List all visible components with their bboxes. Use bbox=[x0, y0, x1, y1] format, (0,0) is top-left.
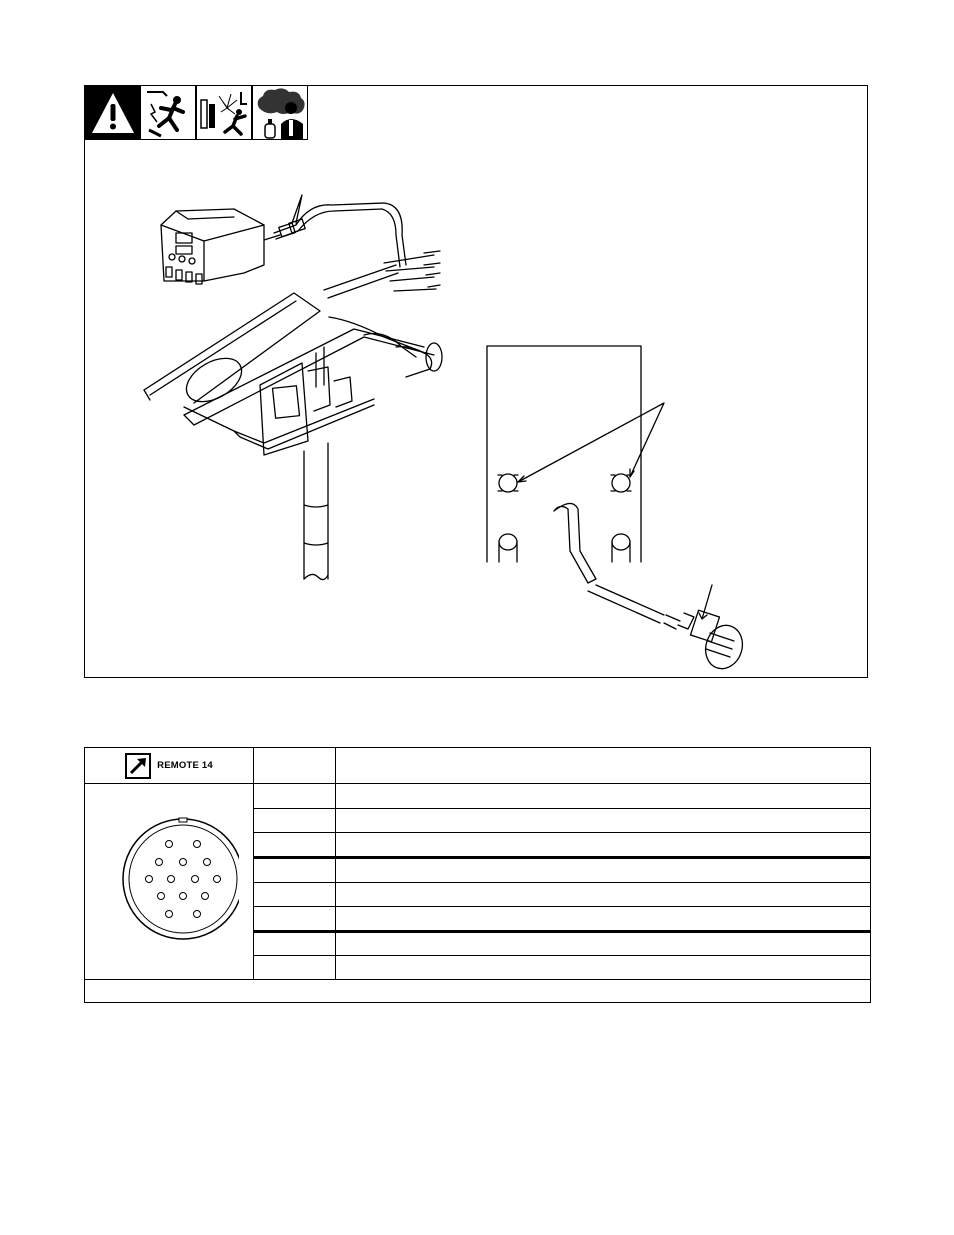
wire-feeder-unit bbox=[161, 209, 280, 284]
table-header-row bbox=[85, 748, 871, 784]
cable-loop bbox=[274, 195, 406, 267]
table-cell bbox=[254, 882, 336, 907]
torch-leads bbox=[324, 251, 440, 298]
remote-cord-plug bbox=[554, 503, 748, 673]
table-cell bbox=[336, 907, 871, 932]
support-post bbox=[304, 443, 328, 580]
table-cell bbox=[254, 808, 336, 833]
mounting-plate bbox=[487, 346, 664, 562]
remote-header-label: REMOTE 14 bbox=[157, 760, 213, 771]
table-footer-cell bbox=[85, 980, 871, 1003]
table-cell bbox=[254, 833, 336, 858]
installation-illustration bbox=[84, 85, 868, 678]
table-cell bbox=[254, 956, 336, 980]
table-header-cell bbox=[336, 748, 871, 784]
table-cell bbox=[254, 857, 336, 882]
table-cell bbox=[254, 931, 336, 956]
table-cell bbox=[336, 808, 871, 833]
table-header-cell bbox=[254, 748, 336, 784]
14-pin-receptacle-icon bbox=[99, 784, 239, 974]
table-cell bbox=[336, 931, 871, 956]
table-footer-row bbox=[85, 980, 871, 1003]
table-cell bbox=[336, 956, 871, 980]
table-cell bbox=[336, 784, 871, 809]
table-cell bbox=[254, 907, 336, 932]
remote-header-cell bbox=[85, 748, 254, 784]
receptacle-cell bbox=[85, 784, 254, 980]
table-row bbox=[85, 784, 871, 809]
remote-arrow-icon bbox=[125, 753, 151, 779]
torch-assembly bbox=[144, 293, 442, 425]
table-cell bbox=[336, 882, 871, 907]
table-cell bbox=[254, 784, 336, 809]
remote-14-pin-table bbox=[84, 747, 871, 1003]
table-cell bbox=[336, 833, 871, 858]
table-cell bbox=[336, 857, 871, 882]
